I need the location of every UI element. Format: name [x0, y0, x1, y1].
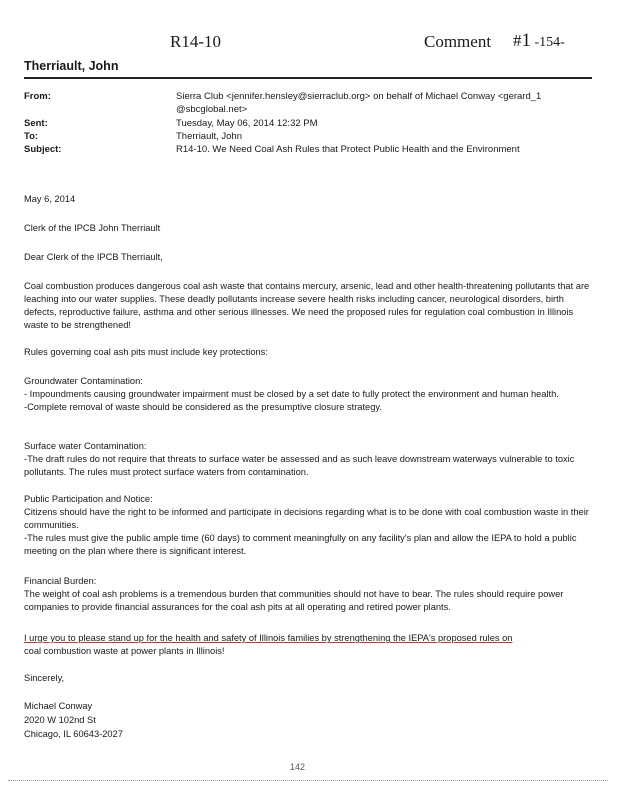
surface-water-point-1: -The draft rules do not require that threats to surface water be assessed and as such leave downstream waterways vulnerable to toxic pollutants. The rules must protect surface waters from contamination. — [24, 454, 575, 477]
public-participation-point-2: -The rules must give the public ample time (60 days) to comment meaningfully on any facility's plan and allow the IEPA to hold a public meeting on the plan where there is significant interest. — [24, 533, 577, 556]
scan-edge-artifact — [8, 780, 608, 781]
signature-name: Michael Conway — [24, 701, 93, 711]
paragraph-urge — [24, 632, 594, 658]
letter-greeting: Dear Clerk of the IPCB Therriault, — [24, 252, 163, 262]
groundwater-point-2: -Complete removal of waste should be considered as the presumptive closure strategy. — [24, 402, 382, 412]
paragraph-intro: Coal combustion produces dangerous coal ash waste that contains mercury, arsenic, lead and other health-threatening pollutants that are leaching into our water supplies. These deadly pollutants increase severe health risks including cancer, neurological disorders, birth defects, reproductive failure, asthma and other serious illnesses. We need the proposed rules for regulation coal combustion in Illinois waste to be strengthened! — [24, 281, 590, 330]
letter-date: May 6, 2014 — [24, 194, 76, 204]
financial-burden-point-1: The weight of coal ash problems is a tremendous burden that communities should not have to bear. The rules should require power companies to provide financial assurances for the coal ash pits at all operating and retired power plants. — [24, 589, 564, 612]
letter-addressee: Clerk of the IPCB John Therriault — [24, 223, 161, 233]
financial-burden-title: Financial Burden: — [24, 576, 97, 586]
comment-number-big: 1 — [521, 30, 531, 51]
sent-value: Tuesday, May 06, 2014 12:32 PM — [176, 118, 318, 129]
to-label: To: — [24, 131, 39, 142]
comment-stamp-label: Comment — [424, 32, 492, 51]
from-label: From: — [24, 91, 51, 102]
urge-line-2: coal combustion waste at power plants in Illinois! — [24, 646, 225, 656]
section-groundwater — [24, 375, 594, 414]
comment-hash: # — [513, 31, 522, 50]
signature-city: Chicago, IL 60643-2027 — [24, 729, 123, 739]
subject-label: Subject: — [24, 144, 62, 155]
section-financial-burden — [24, 575, 594, 614]
from-value-line2: @sbcglobal.net> — [176, 104, 248, 115]
sent-label: Sent: — [24, 118, 48, 129]
section-public-participation — [24, 493, 594, 558]
subject-value: R14-10. We Need Coal Ash Rules that Protect Public Health and the Environment — [176, 144, 520, 155]
groundwater-title: Groundwater Contamination: — [24, 376, 143, 386]
comment-number-small: -154- — [534, 35, 565, 50]
comment-number-stamp — [513, 30, 565, 52]
from-value-line1: Sierra Club <jennifer.hensley@sierraclub.org> on behalf of Michael Conway <gerard_1 — [176, 91, 542, 102]
groundwater-point-1: - Impoundments causing groundwater impairment must be closed by a set date to fully protect the environment and human health. — [24, 389, 559, 399]
section-surface-water — [24, 440, 594, 479]
header-divider — [24, 77, 592, 79]
public-participation-title: Public Participation and Notice: — [24, 494, 153, 504]
signature-street: 2020 W 102nd St — [24, 715, 96, 725]
urge-line-1: I urge you to please stand up for the health and safety of Illinois families by strengthening the IEPA's proposed rules on — [24, 633, 513, 643]
paragraph-protections: Rules governing coal ash pits must include key protections: — [24, 347, 268, 357]
to-value: Therriault, John — [176, 131, 243, 142]
public-participation-point-1: Citizens should have the right to be informed and participate in decisions regarding what is to be done with coal combustion waste in their communities. — [24, 507, 589, 530]
docket-stamp: R14-10 — [170, 32, 221, 51]
sender-name: Therriault, John — [24, 59, 119, 73]
page-number: 142 — [290, 762, 306, 772]
closing: Sincerely, — [24, 673, 65, 683]
surface-water-title: Surface water Contamination: — [24, 441, 147, 451]
